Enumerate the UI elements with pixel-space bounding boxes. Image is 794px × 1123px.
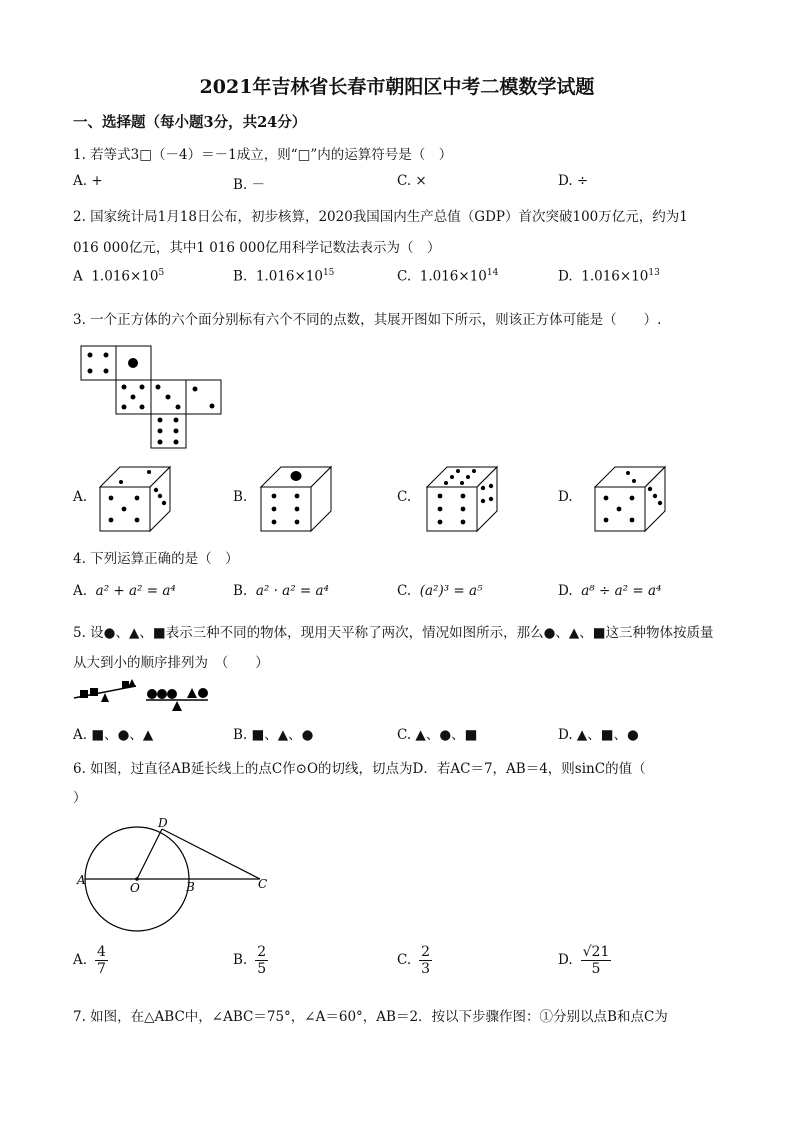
- label-d: D: [158, 816, 168, 830]
- q2-option-c-exponent: 14: [486, 268, 499, 278]
- question-5-line-2: 从大到小的顺序排列为 （ ）: [73, 655, 269, 671]
- circle-tangent-figure: [76, 815, 276, 933]
- q5-option-a[interactable]: A. ■、●、▲: [73, 727, 154, 743]
- q4-option-c[interactable]: [397, 583, 483, 599]
- label-c: C: [258, 877, 268, 891]
- question-6-line-2: ）: [73, 790, 87, 806]
- q6-option-c-label: C.: [397, 952, 412, 968]
- q6-option-d-numerator: √21: [582, 944, 610, 960]
- q6-option-b-label: B.: [233, 952, 248, 968]
- q4-option-d-expr: a⁸ ÷ a² = a⁴: [581, 583, 662, 599]
- q2-option-c-mantissa: 1.016×10: [419, 268, 487, 285]
- q4-option-b-label: B.: [233, 583, 248, 599]
- q2-option-a[interactable]: [73, 268, 164, 285]
- q1-option-b[interactable]: B. －: [233, 177, 266, 193]
- q6-option-c-denominator: 3: [421, 961, 431, 977]
- q6-option-d-denominator: 5: [591, 961, 601, 977]
- q6-option-b-denominator: 5: [257, 961, 267, 977]
- q6-option-d[interactable]: [558, 944, 611, 977]
- q3-option-b[interactable]: B.: [233, 489, 248, 505]
- question-2-line-2: 016 000亿元，其中1 016 000亿用科学记数法表示为（ ）: [73, 240, 441, 256]
- q3-cube-c: [426, 465, 498, 533]
- question-4-stem: 4. 下列运算正确的是（ ）: [73, 551, 239, 567]
- q3-option-d[interactable]: D.: [558, 489, 573, 505]
- q6-option-a-numerator: 4: [97, 944, 106, 960]
- cube-net-figure: [80, 345, 225, 450]
- q4-option-c-label: C.: [397, 583, 412, 599]
- q1-option-c[interactable]: C. ×: [397, 173, 427, 189]
- q6-option-d-label: D.: [558, 952, 573, 968]
- q1-option-d[interactable]: D. ÷: [558, 173, 589, 189]
- q3-cube-a: [99, 465, 171, 533]
- q2-option-d[interactable]: [558, 268, 660, 285]
- q4-option-d-label: D.: [558, 583, 573, 599]
- q5-option-d[interactable]: D. ▲、■、●: [558, 727, 639, 743]
- q2-option-d-label: D.: [558, 268, 573, 285]
- q6-option-a-label: A.: [73, 952, 88, 968]
- q4-option-a[interactable]: [73, 583, 176, 599]
- balance-scales-figure: [72, 676, 212, 712]
- q6-option-c-numerator: 2: [421, 944, 431, 960]
- q4-option-c-expr: (a²)³ = a⁵: [419, 583, 483, 599]
- page-title: 2021年吉林省长春市朝阳区中考二模数学试题: [199, 76, 595, 98]
- q4-option-a-expr: a² + a² = a⁴: [95, 583, 176, 599]
- q6-option-b[interactable]: [233, 944, 268, 977]
- q6-option-c[interactable]: [397, 944, 432, 977]
- label-o: O: [130, 881, 140, 895]
- q6-option-a-fraction: [95, 944, 108, 977]
- question-2-line-1: 2. 国家统计局1月18日公布，初步核算，2020我国国内生产总值（GDP）首次突破100万亿元，约为1: [73, 209, 688, 225]
- q3-cube-b: [260, 465, 332, 533]
- question-5-line-1: 5. 设●、▲、■表示三种不同的物体，现用天平称了两次，情况如图所示，那么●、▲、■这三种物体按质量: [73, 625, 714, 641]
- q6-option-d-fraction: [581, 944, 612, 977]
- q1-option-a[interactable]: A. +: [73, 173, 103, 189]
- q4-option-a-label: A.: [73, 583, 88, 599]
- q4-option-b[interactable]: [233, 583, 329, 599]
- question-1-stem: 1. 若等式3□（－4）＝－1成立，则“□”内的运算符号是（ ）: [73, 147, 453, 163]
- q3-option-a[interactable]: A.: [73, 489, 88, 505]
- q4-option-b-expr: a² · a² = a⁴: [255, 583, 329, 599]
- label-a: A: [77, 873, 86, 887]
- section-heading: 一、选择题（每小题3分，共24分）: [73, 114, 307, 131]
- label-b: B: [186, 880, 195, 894]
- q2-option-b-exponent: 15: [322, 268, 335, 278]
- q2-option-a-label: A: [73, 268, 83, 285]
- question-7-stem: 7. 如图，在△ABC中，∠ABC＝75°，∠A＝60°，AB＝2．按以下步骤作图：①分别以点B和点C为: [73, 1009, 668, 1025]
- q3-cube-d: [594, 465, 666, 533]
- q6-option-c-fraction: [419, 944, 432, 977]
- q2-option-c-label: C.: [397, 268, 412, 285]
- q2-option-b-label: B.: [233, 268, 248, 285]
- q2-option-d-exponent: 13: [648, 268, 660, 278]
- q5-option-c[interactable]: C. ▲、●、■: [397, 727, 478, 743]
- q6-option-b-numerator: 2: [257, 944, 267, 960]
- q2-option-d-mantissa: 1.016×10: [581, 268, 649, 285]
- q4-option-d[interactable]: [558, 583, 661, 599]
- q6-option-a-denominator: 7: [97, 961, 106, 977]
- q2-option-a-mantissa: 1.016×10: [91, 268, 159, 285]
- q2-option-c[interactable]: [397, 268, 498, 285]
- question-3-stem: 3. 一个正方体的六个面分别标有六个不同的点数，其展开图如下所示，则该正方体可能是（ ）.: [73, 312, 662, 328]
- q6-option-a[interactable]: [73, 944, 108, 977]
- q2-option-b[interactable]: [233, 268, 334, 285]
- q5-option-b[interactable]: B. ■、▲、●: [233, 727, 314, 743]
- question-6-line-1: 6. 如图，过直径AB延长线上的点C作⊙O的切线，切点为D．若AC＝7，AB＝4，则sinC的值（: [73, 761, 646, 777]
- q6-option-b-fraction: [255, 944, 268, 977]
- q2-option-a-exponent: 5: [158, 268, 165, 278]
- q3-option-c[interactable]: C.: [397, 489, 412, 505]
- q2-option-b-mantissa: 1.016×10: [255, 268, 323, 285]
